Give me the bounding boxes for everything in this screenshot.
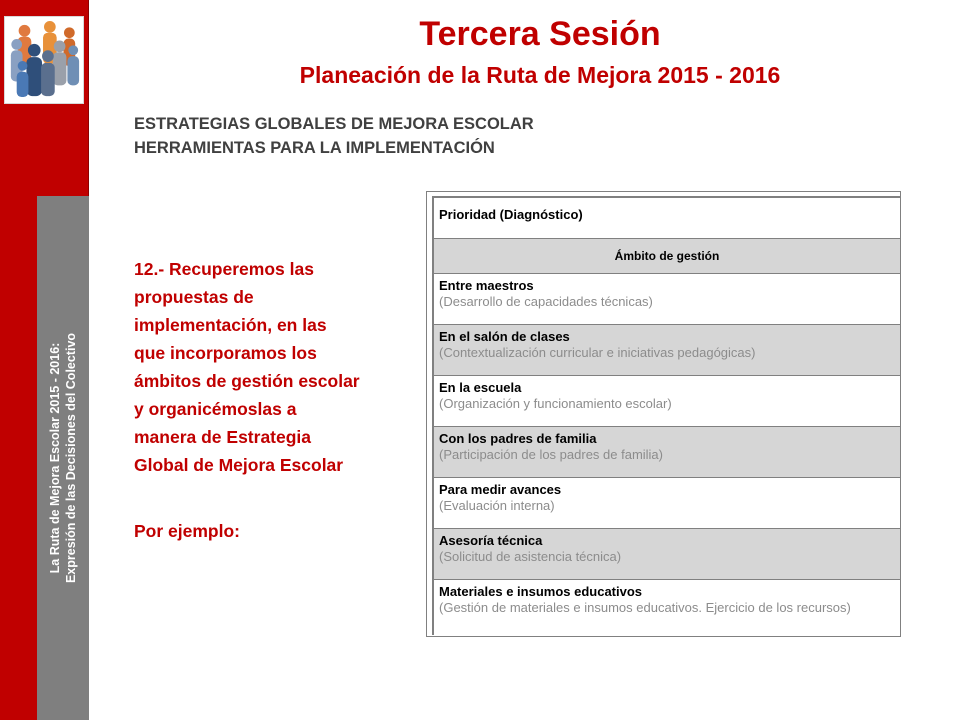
table-row — [434, 376, 900, 427]
instruction-line: ámbitos de gestión escolar — [134, 371, 360, 391]
vertical-caption-line-1: La Ruta de Mejora Escolar 2015 - 2016: — [48, 342, 62, 574]
page-title: Tercera Sesión — [419, 15, 661, 53]
instruction-line: propuestas de — [134, 287, 254, 307]
people-logo — [4, 16, 84, 104]
row-title: Entre maestros — [439, 278, 534, 293]
table-row — [434, 427, 900, 478]
page-subtitle: Planeación de la Ruta de Mejora 2015 - 2016 — [299, 62, 781, 88]
vertical-caption — [47, 198, 79, 718]
example-label: Por ejemplo: — [134, 521, 240, 541]
instruction-line: 12.- Recuperemos las — [134, 259, 314, 279]
row-title: Con los padres de familia — [439, 431, 597, 446]
vertical-caption-line-2: Expresión de las Decisiones del Colectivo — [64, 332, 78, 584]
instruction-line: Global de Mejora Escolar — [134, 455, 344, 475]
row-title: En el salón de clases — [439, 329, 570, 344]
row-detail: (Solicitud de asistencia técnica) — [439, 549, 622, 564]
ambitos-table-body — [432, 196, 900, 635]
table-row — [434, 325, 900, 376]
row-title: Asesoría técnica — [439, 533, 543, 548]
row-title: Para medir avances — [439, 482, 562, 497]
row-detail: (Gestión de materiales e insumos educativos. Ejercicio de los recursos) — [439, 600, 851, 615]
row-detail: (Contextualización curricular e iniciativas pedagógicas) — [439, 345, 756, 360]
strategies-line-2: HERRAMIENTAS PARA LA IMPLEMENTACIÓN — [134, 139, 495, 157]
row-detail: (Organización y funcionamiento escolar) — [439, 396, 672, 411]
strategies-line-1: ESTRATEGIAS GLOBALES DE MEJORA ESCOLAR — [134, 115, 534, 133]
ambito-header-row — [434, 239, 900, 274]
table-row — [434, 529, 900, 580]
vertical-caption-panel — [37, 196, 89, 720]
priority-row — [434, 198, 900, 239]
table-row — [434, 580, 900, 635]
row-detail: (Participación de los padres de familia) — [439, 447, 663, 462]
row-title: Materiales e insumos educativos — [439, 584, 643, 599]
row-title: En la escuela — [439, 380, 522, 395]
instruction-text — [134, 255, 424, 479]
instruction-line: manera de Estrategia — [134, 427, 312, 447]
instruction-line: y organicémoslas a — [134, 399, 297, 419]
instruction-line: que incorporamos los — [134, 343, 317, 363]
ambito-header-label: Ámbito de gestión — [614, 249, 720, 263]
people-group-icon — [5, 17, 83, 103]
priority-label: Prioridad (Diagnóstico) — [439, 207, 583, 222]
instruction-line: implementación, en las — [134, 315, 327, 335]
table-row — [434, 478, 900, 529]
strategies-heading — [134, 112, 534, 160]
row-detail: (Evaluación interna) — [439, 498, 555, 513]
ambitos-table — [426, 191, 901, 637]
table-row — [434, 274, 900, 325]
row-detail: (Desarrollo de capacidades técnicas) — [439, 294, 653, 309]
